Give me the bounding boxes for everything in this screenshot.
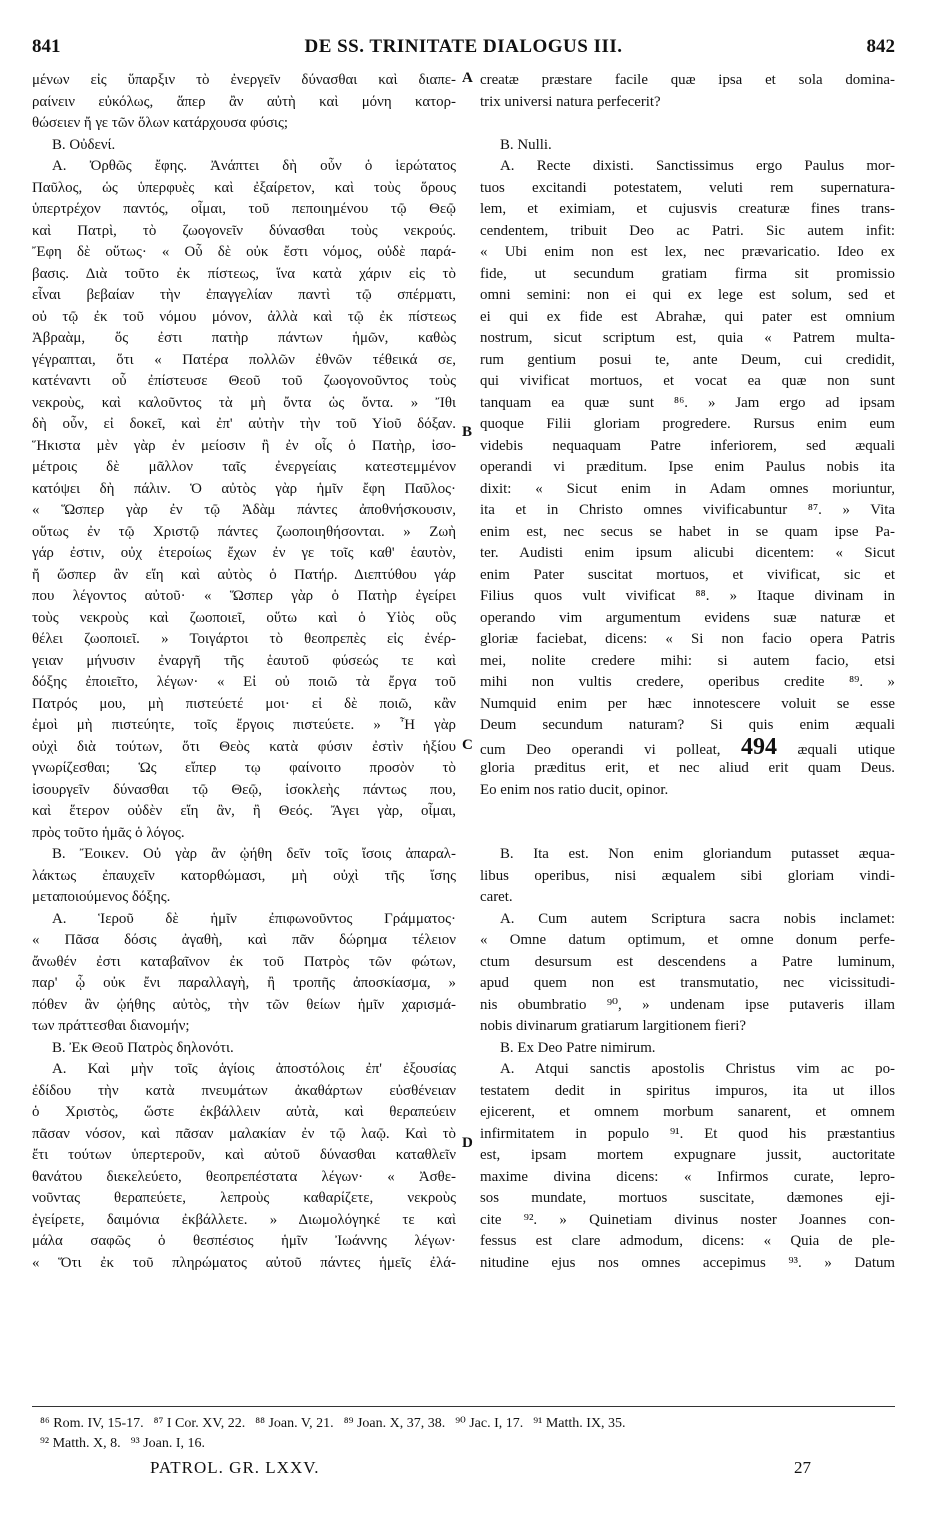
latin-text-line: mihi non vultis credere, operibus credite ⁸⁹. » bbox=[480, 674, 895, 690]
latin-text-line: sos mundate, mortuos suscitate, dæmones eji- bbox=[480, 1190, 895, 1206]
greek-text-line: « Ὅτι ἐκ τοῦ πληρώματος αὐτοῦ πάντες ἡμεῖς ἐλά- bbox=[32, 1254, 456, 1271]
latin-text-line: maxime divina dicens: « Infirmos curate, lepro- bbox=[480, 1168, 895, 1185]
footnote-reference: ⁹⁰ Jac. I, 17. bbox=[455, 1416, 524, 1431]
latin-text-line: « Ubi enim non est lex, nec prævaricatio. Ideo ex bbox=[480, 244, 895, 260]
greek-text-line: « Πᾶσα δόσις ἀγαθὴ, καὶ πᾶν δώρημα τέλειον bbox=[32, 932, 456, 948]
latin-text-line: ei qui ex fide est Abrahæ, qui pater est omnium bbox=[480, 308, 895, 325]
footnote-reference: ⁸⁷ I Cor. XV, 22. bbox=[153, 1416, 246, 1431]
greek-text-line: καὶ Πατρὶ, τὸ ζωογονεῖν δύνασθαι τοὺς νεκρούς. bbox=[32, 222, 456, 239]
footnote-row bbox=[40, 1414, 895, 1434]
page-footer bbox=[150, 1458, 811, 1482]
latin-text-line: « Omne datum optimum, et omne donum perfe- bbox=[480, 932, 895, 948]
latin-text-line: qui vivificat mortuos, et vocat ea quæ non sunt bbox=[480, 373, 895, 389]
latin-text-line: tuos excitandi potestatem, veluti rem supernatura- bbox=[480, 179, 895, 196]
greek-text-line: Α. Καὶ μὴν τοῖς ἁγίοις ἀποστόλοις ἐπ' ἐξουσίας bbox=[52, 1061, 456, 1077]
footnote-row bbox=[40, 1434, 895, 1454]
latin-text-line: ter. Audisti enim ipsum alicubi dicentem: « Sicut bbox=[480, 545, 895, 561]
greek-text-line: παρ' ᾧ οὐκ ἔνι παραλλαγὴ, ἢ τροπῆς ἀποσκίασμα, » bbox=[32, 975, 456, 991]
greek-text-line: γάρ ἐστιν, οὐχ ἑτεροίως ἔχων ἐν γε τοῖς καθ' ἑαυτὸν, bbox=[32, 545, 456, 561]
greek-text-line: ἐγείρετε, δαιμόνια ἐκβάλλετε. » Διωμολόγηκέ τε καὶ bbox=[32, 1211, 456, 1228]
margin-marker-b: B bbox=[462, 424, 473, 440]
greek-text-line: γνωρίζεσθαι; Ὡς εἴπερ τῳ φαίνοιτο προσὸν τὸ bbox=[32, 760, 456, 776]
greek-text-line: Β. Οὐδενί. bbox=[52, 136, 116, 153]
greek-text-line: ὑπερτρέχον παντός, οἶμαι, τοῦ πεποιημένου τῷ Θεῷ bbox=[32, 201, 456, 217]
latin-text-line: omni semini: non ei qui ex lege est solum, sed et bbox=[480, 287, 895, 303]
footer-signature: 27 bbox=[794, 1458, 811, 1477]
latin-text-line: mei, nolite credere mihi: si autem facio, etsi bbox=[480, 652, 895, 669]
greek-text-line: κατόψει δὴ πάλιν. Ὁ αὐτὸς γὰρ ἡμῖν ἔφη Παῦλος· bbox=[32, 480, 456, 497]
latin-text-line: cite ⁹². » Quinetiam divinus noster Joannes con- bbox=[480, 1211, 895, 1228]
latin-text-line: testatem dedit in spiritus impuros, ita ut illos bbox=[480, 1082, 895, 1099]
latin-text-line: fide, ut secundum gratiam firma sit promissio bbox=[480, 265, 895, 282]
footnote-reference: ⁸⁶ Rom. IV, 15-17. bbox=[40, 1416, 144, 1431]
latin-text-line: ita et in Christo omnes vivificabuntur ⁸⁷. » Vita bbox=[480, 502, 895, 518]
greek-text-line: πᾶσαν νόσον, καὶ πᾶσαν μαλακίαν ἐν τῷ λαῷ. Καὶ τὸ bbox=[32, 1125, 456, 1142]
latin-text-line: A. Recte dixisti. Sanctissimus ergo Paulus mor- bbox=[500, 158, 895, 174]
footnote-reference: ⁹² Matth. X, 8. bbox=[40, 1436, 121, 1451]
greek-text-line: θέλει ζωοποιεῖ. » Τοιγάρτοι τὸ θεοπρεπὲς εἰς ἐνέρ- bbox=[32, 631, 456, 647]
latin-text-line: Numquid enim per hæc innotescere voluit se esse bbox=[480, 695, 895, 712]
greek-text-line: μένων εἰς ὕπαρξιν τὸ ἐνεργεῖν δύνασθαι καὶ διαπε- bbox=[32, 72, 456, 88]
greek-text-line: ἤ ὥσπερ ἂν εἴη καὶ αὐτὸς ὁ Πατήρ. Διεπτύθου γάρ bbox=[32, 566, 456, 583]
greek-text-line: θανάτου διεκελεύετο, θεοπρεπέστατα λέγων· « Ἀσθε- bbox=[32, 1168, 456, 1185]
greek-text-line: λάκτως ἐπαυχεῖν κατορθώμασι, μὴ οὐχὶ τῆς ἴσης bbox=[32, 867, 456, 884]
greek-text-line: ἰσουργεῖν δύνασθαι τῷ Θεῷ, ἰσοκλεὴς πάντως που, bbox=[32, 781, 456, 798]
margin-marker-d: D bbox=[462, 1135, 473, 1151]
greek-text-line: Πατρός μου, μὴ πιστεύετέ μοι· εἰ δὲ ποιῶ, κἂν bbox=[32, 695, 456, 712]
latin-text-line: A. Cum autem Scriptura sacra nobis inclamet: bbox=[500, 910, 895, 927]
greek-text-line: Ἀβραὰμ, ὅς ἐστι πατὴρ πάντων ἡμῶν, καθὼς bbox=[32, 330, 456, 346]
latin-text-line: videbis nequaquam Patre inferiorem, sed æquali bbox=[480, 437, 895, 454]
latin-text-line: nis obumbratio ⁹⁰, » undenam ipse putaveris illam bbox=[480, 996, 895, 1013]
greek-text-line: Α. Ὀρθῶς ἔφης. Ἀνάπτει δὴ οὖν ὁ ἱερώτατος bbox=[52, 158, 456, 174]
latin-text-line: rum gentium posui te, ante Deum, cui credidit, bbox=[480, 351, 895, 368]
greek-text-line: κατέναντι οὗ ἐπίστευσε Θεοῦ τοῦ ζωογονοῦντος τοὺς bbox=[32, 373, 456, 389]
latin-text-line: operandi vi præditum. Ipse enim Paulus nobis ita bbox=[480, 459, 895, 475]
running-header bbox=[32, 36, 895, 60]
latin-text-line: Filius quos vult vivificat ⁸⁸. » Itaque divinam in bbox=[480, 588, 895, 604]
latin-text-line: gloria præditus erit, et nec aliud erit quam Deus. bbox=[480, 760, 895, 776]
footer-series: PATROL. GR. LXXV. bbox=[150, 1458, 320, 1477]
latin-text-line bbox=[480, 801, 895, 823]
greek-text-line: οὐ τῷ ἐκ τοῦ νόμου μόνον, ἀλλὰ καὶ τῷ ἐκ πίστεως bbox=[32, 308, 456, 325]
greek-text-line: οὐχὶ διὰ τούτων, ὅτι Θεὸς κατὰ φύσιν ἐστὶν ἠξίου bbox=[32, 738, 456, 755]
column-number-marker: 494 bbox=[741, 736, 778, 758]
latin-text-line: ctum desursum est descendens a Patre luminum, bbox=[480, 953, 895, 970]
greek-text-line: ἐδίδου τὴν κατὰ πνευμάτων ἀκαθάρτων εὐσθένειαν bbox=[32, 1082, 456, 1099]
margin-marker-a: A bbox=[462, 70, 473, 86]
latin-column bbox=[480, 70, 895, 1274]
footnote-reference: ⁸⁹ Joan. X, 37, 38. bbox=[343, 1416, 446, 1431]
greek-text-line: των πράττεσθαι διανομήν; bbox=[32, 1018, 190, 1034]
latin-text-line: tanquam ea quæ sunt ⁸⁶. » Jam ergo ad ipsam bbox=[480, 394, 895, 411]
latin-text-line: lem, et eximiam, et cujusvis creaturæ fines trans- bbox=[480, 201, 895, 217]
greek-column bbox=[32, 70, 456, 1274]
latin-text-line: enim Pater suscitat mortuos, et vivificat, sic et bbox=[480, 566, 895, 583]
greek-text-line: Ἥκιστα μὲν γὰρ ἐν μείοσιν ἢ ἐν οἷς ὁ Πατὴρ, ἰσο- bbox=[32, 437, 456, 454]
footnote-reference: ⁸⁸ Joan. V, 21. bbox=[255, 1416, 334, 1431]
greek-text-line: γέγραπται, ὅτι « Πατέρα πολλῶν ἐθνῶν τέθεικά σε, bbox=[32, 351, 456, 368]
greek-text-line: δὴ οὖν, εἰ δοκεῖ, καὶ ἐπ' αὐτὴν τὴν τοῦ Υἱοῦ δόξαν. bbox=[32, 416, 456, 432]
latin-text-line: est, ipsam mortem expugnare jussit, auctoritate bbox=[480, 1147, 895, 1163]
latin-text-line: caret. bbox=[480, 889, 513, 905]
latin-text-line: Eo enim nos ratio ducit, opinor. bbox=[480, 781, 669, 798]
latin-text-line: trix universi natura perfecerit? bbox=[480, 93, 661, 110]
page-number-right: 842 bbox=[866, 36, 895, 57]
latin-text-line: apud quem non est transmutatio, nec vicissitudi- bbox=[480, 975, 895, 991]
latin-text-line: dixit: « Sicut enim in Adam omnes moriuntur, bbox=[480, 480, 895, 497]
greek-text-line: θώσειεν ἤ γε τῶν ὅλων κατάρχουσα φύσις; bbox=[32, 115, 288, 131]
greek-text-line: πόθεν ἂν ᾠήθης αὐτὸς, τὴν τῶν θείων ἡμῖν χαρισμά- bbox=[32, 996, 456, 1013]
latin-text-line: cum Deo operandi vi polleat, 494 æquali utique bbox=[480, 737, 895, 759]
greek-text-line: εἶναι βεβαίαν τὴν ἐπαγγελίαν παντὶ τῷ σπέρματι, bbox=[32, 287, 456, 303]
greek-text-line: ραίνειν εὐκόλως, ἅπερ ἂν αὐτὴ καὶ μόνη κατορ- bbox=[32, 93, 456, 110]
latin-text-line: Deum secundum naturam? Si quis enim æquali bbox=[480, 717, 895, 733]
margin-marker-c: C bbox=[462, 737, 473, 753]
latin-text-line: infirmitatem in populo ⁹¹. Et quod his præstantius bbox=[480, 1125, 895, 1142]
greek-text-line: πρὸς τοῦτο ἡμᾶς ὁ λόγος. bbox=[32, 824, 185, 841]
greek-text-line: μάλα σαφῶς ὁ θεσπέσιος ἡμῖν Ἰωάννης λέγων· bbox=[32, 1233, 456, 1249]
footnote-reference: ⁹¹ Matth. IX, 35. bbox=[533, 1416, 626, 1431]
greek-text-line: μέτροις δὲ μᾶλλον ταῖς ἐνεργείαις κατεστεμμένον bbox=[32, 459, 456, 475]
greek-text-line: « Ὥσπερ γὰρ ἐν τῷ Ἀδὰμ πάντες ἀποθνήσκουσιν, bbox=[32, 502, 456, 518]
latin-text-line: gloriæ faciebat, dicens: « Si non facio opera Patris bbox=[480, 631, 895, 647]
latin-text-line: B. Nulli. bbox=[500, 136, 552, 153]
footnotes bbox=[40, 1414, 895, 1454]
greek-text-line: Α. Ἱεροῦ δὲ ἡμῖν ἐπιφωνοῦντος Γράμματος· bbox=[52, 910, 456, 927]
latin-text-line: operando vim argumentum evidens suæ naturæ et bbox=[480, 609, 895, 626]
latin-text-line: B. Ex Deo Patre nimirum. bbox=[500, 1039, 656, 1056]
greek-text-line: ὁ Χριστὸς, ὥστε ἐκβάλλειν αὐτὰ, καὶ θεραπεύειν bbox=[32, 1104, 456, 1120]
page-number-left: 841 bbox=[32, 36, 61, 57]
greek-text-line: νεκροὺς, καὶ καλοῦντος τὰ μὴ ὄντα ὡς ὄντα. » Ἴθι bbox=[32, 394, 456, 411]
greek-text-line: που λέγοντος αὐτοῦ· « Ὥσπερ γὰρ ὁ Πατὴρ ἐγείρει bbox=[32, 588, 456, 604]
greek-text-line: οὕτως ἐν τῷ Χριστῷ πάντες ζωοποιηθήσονται. » Ζωὴ bbox=[32, 523, 456, 540]
footnote-rule bbox=[32, 1406, 895, 1407]
greek-text-line: μεταποιούμενος δόξης. bbox=[32, 889, 171, 905]
greek-text-line: νοῦντας θεραπεύετε, λεπροὺς καθαρίζετε, νεκροὺς bbox=[32, 1190, 456, 1206]
greek-text-line: ἄνωθέν ἐστι καταβαῖνον ἐκ τοῦ Πατρὸς τῶν φώτων, bbox=[32, 953, 456, 970]
greek-text-line: Β. Ἔοικεν. Οὐ γὰρ ἂν ᾠήθη δεῖν τοῖς ἴσοις ἀπαραλ- bbox=[52, 846, 456, 862]
greek-text-line: γειαν μήνυσιν ἐναργῆ τῆς ἑαυτοῦ φύσεώς τε καὶ bbox=[32, 652, 456, 669]
latin-text-line: creatæ præstare facile quæ ipsa et sola domina- bbox=[480, 72, 895, 88]
latin-text-line: fessus est clare admodum, dicens: « Quia de ple- bbox=[480, 1233, 895, 1249]
latin-text-line: ejicerent, et omnem morbum sanarent, et omnem bbox=[480, 1104, 895, 1120]
latin-text-line: B. Ita est. Non enim gloriandum putasset æqua- bbox=[500, 846, 895, 862]
greek-text-line: Ἔφη δὲ οὕτως· « Οὗ δὲ οὐκ ἔστι νόμος, οὐδὲ παρά- bbox=[32, 244, 456, 260]
latin-text-line: quoque Filii gloriam progredere. Rursus enim eum bbox=[480, 416, 895, 432]
latin-text-line: libus operibus, nisi æqualem sibi gloriam vindi- bbox=[480, 867, 895, 884]
greek-text-line: βασις. Διὰ τοῦτο ἐκ πίστεως, ἵνα κατὰ χάριν εἰς τὸ bbox=[32, 265, 456, 282]
footnote-reference: ⁹³ Joan. I, 16. bbox=[130, 1436, 206, 1451]
greek-text-line: τοὺς νεκροὺς καὶ ζωοποιεῖ, οὕτω καὶ ὁ Υἱὸς οὓς bbox=[32, 609, 456, 626]
latin-text-line bbox=[480, 113, 895, 135]
latin-text-line: nostrum, sicut scriptum est, quia « Patrem multa- bbox=[480, 330, 895, 346]
greek-text-line: δόξης ἐποιεῖτο, λέγων· « Εἰ οὐ ποιῶ τὰ ἔργα τοῦ bbox=[32, 674, 456, 690]
greek-text-line: ἔτι τούτων ὑπερτεροῦν, καὶ αὐτοῦ δύνασθαι καταθλεῖν bbox=[32, 1147, 456, 1163]
greek-text-line: ἐμοὶ μὴ πιστεύητε, τοῖς ἔργοις πιστεύετε. » Ἦ γὰρ bbox=[32, 717, 456, 733]
latin-text-line: nobis divinarum gratiarum largitionem fieri? bbox=[480, 1018, 747, 1034]
greek-text-line: Παῦλος, ὡς ὑπερφυὲς καὶ ἐξαίρετον, καὶ τοὺς ὅρους bbox=[32, 179, 456, 196]
latin-text-line: enim est, nec secus se habet in se quam ipse Pa- bbox=[480, 523, 895, 540]
greek-text-line: Β. Ἐκ Θεοῦ Πατρὸς δηλονότι. bbox=[52, 1039, 234, 1056]
running-title: DE SS. TRINITATE DIALOGUS III. bbox=[304, 36, 623, 57]
latin-text-line bbox=[480, 823, 895, 845]
latin-text-line: cendentem, tribuit Deo ac Patri. Sic autem infit: bbox=[480, 222, 895, 239]
latin-text-line: A. Atqui sanctis apostolis Christus vim ac po- bbox=[500, 1061, 895, 1077]
greek-text-line: καὶ ἕτερον οὐδὲν εἴη ἂν, ἢ Θεός. Ἄγει γὰρ, οἶμαι, bbox=[32, 803, 456, 819]
latin-text-line: nitudine ejus nos omnes accepimus ⁹³. » Datum bbox=[480, 1254, 895, 1271]
